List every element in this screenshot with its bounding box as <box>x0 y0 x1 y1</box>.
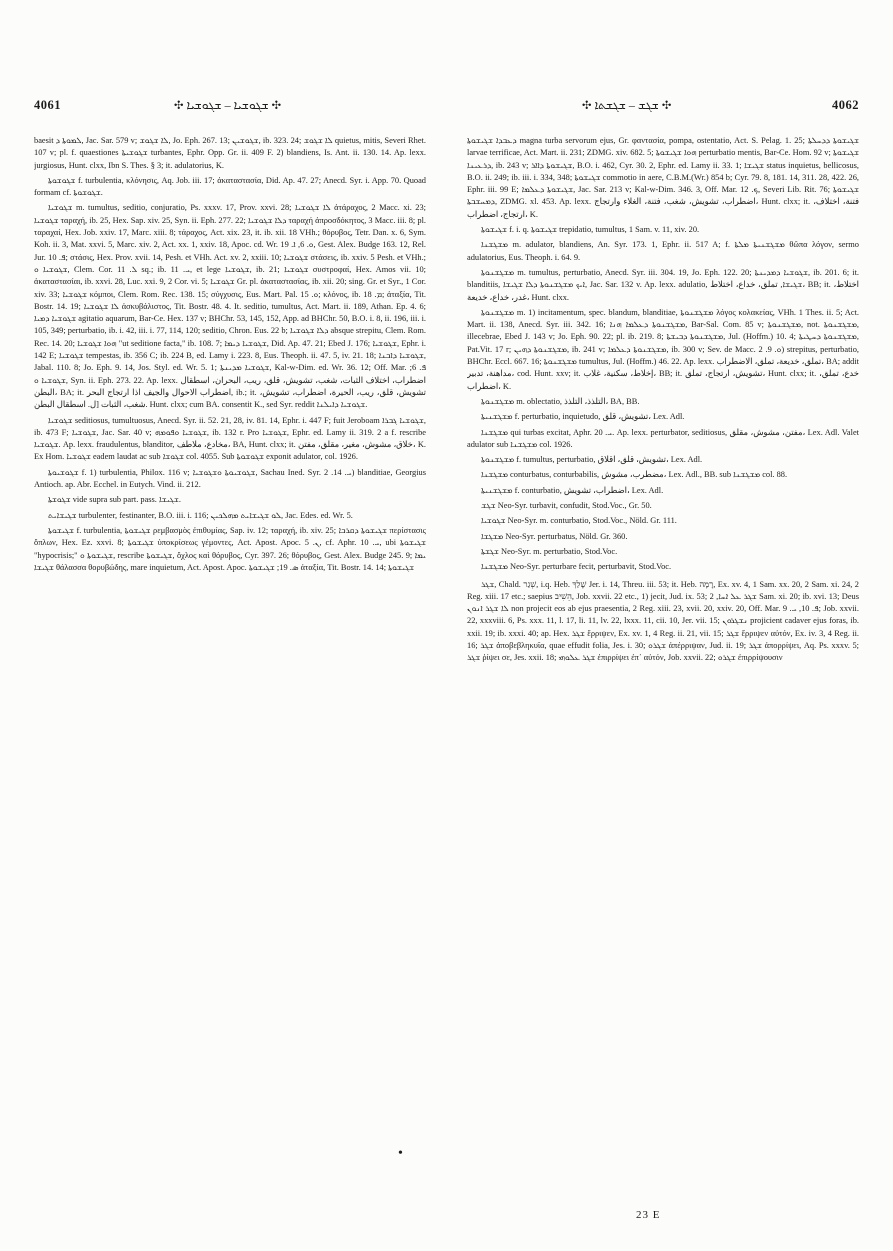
right-page-number: 4062 <box>832 98 859 112</box>
dictionary-entry: ܫܓܘܫܬܐ vide supra sub part. pass. ܫܓܝܫܐ. <box>48 495 181 505</box>
dictionary-entry: ܡܫܓܫܢܐ conturbatus, conturbabilis, مضطرب، مشوش، Lex. Adl., BB. sub ܡܫܓܫܢܐ col. 88. <box>481 470 788 480</box>
dictionary-entry: ܫܓܝܫܘܬܐ f. turbulentia, ܫܓܝܫܘܬܐ ρεμβασμὸς ἐπιθυμίας, Sap. iv. 12; ταραχή, ib. xiv. 25; ܫܓܝܫܘܬܐ ܕܩܪܒܐ περίστασις ὅπλων, Hex. Ez. xxvi. 8; ܫܓܝܫܘܬܐ ὑποκρίσεως γέμοντες, Act. Apost. Apoc. ܢ. 5, cf. Aphr. ܝ. 10, ubi ܫܓܝܫܘܬܐ "hypocrisis;" ܫܓܝܫܘܬܐ ܘ, rescribe ܫܓܝܫܘܬܐ, ὄχλος καὶ θόρυβος, Cyr. 397. 26; θόρυβος, Gest. Alex. Budge 245. 9; ܝܡܐ ܫܓܝܫܐ θάλασσα θορυβώδης, mare inquietum, Act. Apost. Apoc. ܣ. 19; ܫܓܝܫܘܬܐ ἀταξία, Tit. Bostr. 14. 14; ܫܓܝܫܘܬܐ <box>34 525 426 572</box>
dictionary-entry: ܡܫܓܫܢܘܬܐ m. tumultus, perturbatio, Anecd. Syr. iii. 304. 19, Jo. Eph. 122. 20; ܫܓܘܫܝܐ ܕܡܕܝܢܬܐ, ib. 201. 6; it. blanditiis, ܐܝܟ ܡܫܓܫܢܘܬܐ ܕܠܐ ܫܓܝܫܐ, Jac. Sar. 132 v. Ap. lexx. adulatio, ܫܓܝܫܐ, تملق، خداع، اختلاط، BB; it. اختلاط، غدر، خداع، خديعة، Hunt. clxx. <box>467 267 859 302</box>
dictionary-entry: ܡܫܓܫܢܝܬܐ f. conturbatio, اضطراب، تشويش، Lex. Adl. <box>481 485 664 495</box>
signature-mark: 23 E <box>636 1209 661 1221</box>
dictionary-entry: ܡܫܓܫܢܐ Neo-Syr. perturbare fecit, perturbavit, Stod.Voc. <box>481 562 672 572</box>
column-marker: • <box>398 1146 403 1161</box>
left-column <box>34 135 426 1180</box>
left-page-number: 4061 <box>34 98 61 112</box>
dictionary-entry: ܡܫܓܫܢܘܬܐ m. 1) incitamentum, spec. blandum, blanditiae, ܡܫܓܫܢܘܬܐ λόγος κολακείας, VHh. 1 Thes. ii. 5; Act. Mart. ii. 138, Anecd. Syr. iii. 342. 16; ܡܫܓܫܢܘܬܐ ܕܥܠܡܐ ܗܢܐ, Bar-Sal. Com. 85 v; ܡܫܓܫܢܘܬܐ, not. ܡܫܓܫܢܘܬܐ, illecebrae, Ebed J. 143 v; Jo. Eph. 90. 22; pl. ib. 219. 8; ܡܫܓܫܢܘܬܐ ܕܒܝܫܬܐ, Jul. (Hoffm.) 10. 4; ܡܫܓܫܢܘܬܐ ܕܚܛܝܬܐ, Pat.Vit. 17 r; ܡܫܓܫܢܘܬܐ ܕܗܝܢ, ib. 241 v; ܡܫܓܫܢܘܬܐ ܕܥܠܡܐ, ib. 300 v; Sev. de Macc. ܘ. 9. 2) strepitus, perturbatio, BHChr. Eccl. 667. 16; ܡܫܓܫܢܘܬܐ tumultus, Jul. (Hoffm.) 46. 22. Ap. lexx. تملق، خديعة، تملق، الاضطراب، BA; addit مداهنة، تدبير، cod. Hunt. xxv; it. إخلاط، سكنية، غلاب، BB; it. تشويش، ارتجاج، تملق، Hunt. clxx; it. خدع، تملق، اضطراب، K. <box>467 307 859 391</box>
dictionary-entry: ܫܓܪ, Chald. שְׁגַר, i.q. Heb. שָׁלַךְ Jer. i. 14, Threu. iii. 53; it. Heb. רָמָה, Ex. xv. 4, 1 Sam. xx. 20, 2 Sam. xi. 24, 2 Reg. xiii. 17 etc.; saepius הֵשִׁיב, Job. xxvii. 22 etc., 1) jecit, Jud. ix. 53; ܫܓܪ ܥܠ ܐܚܐ, 2 Sam. xi. 20; ib. xvi. 13; Deus ܠܐ ܫܓܪ ܐܢܘܢ non projecit eos ab ejus praesentia, 2 Reg. xiii. 23, xvii. 20, xxiv. 20, Off. Mar. ܦ. 10, ܝ. 9; Job. xxvii. 22, xxxviii. 6, Ps. xxx. 11, l. 17, li. 11, lv. 22, lxxx. 11, cii. 10, Jer. vii. 15; ܢܫܓܪܘܢ projicient cadaver ejus foras, ib. xxii. 19; ib. xxxi. 40; ap. Hex. ܫܓܪ ἔρριψεν, Ex. xv. 1, 4 Reg. ii. 21, vii. 15; ܫܓܪ ἔρριψεν αὐτόν, Ex. iv. 3, 4 Reg. ii. 16; ܫܓܪ ἀποβεβληκυῖα, quae effudit folia, Jes. i. 30; ܫܓܪܘ ἀπέρριψαν, Jud. ii. 19; ܫܓܪ ἀπορρίψει, Aq. Ps. xxxv. 5; ܫܓܪ ῥίψει σε, Jes. xxii. 18; ܫܓܪ ܥܠܘܗܝ ἐπιρρίψει ἐπ᾿ αὐτόν, Job. xxvii. 22; ܫܓܪܘ ἐπιρρίψουσιν <box>467 579 859 663</box>
dictionary-entry: ܡܫܓܫܐ Neo-Syr. perturbatus, Nöld. Gr. 360. <box>481 531 628 541</box>
left-running-headword: ✣ ܫܓܘܫܝܐ – ܫܓܘܫܝܐ ✣ <box>174 98 282 112</box>
dictionary-entry: ܡܫܓܫܢܘܬܐ m. oblectatio, التلذذ، التلذذ، BA, BB. <box>481 396 640 406</box>
dictionary-entry: ܕܥܒܕܐ ܫܓܝܫܘܬܐ magna turba servorum ejus, Gr. φαντασία, pompa, ostentatio, Act. S. Pelag. 1. 25; ܫܓܝܫܘܬܐ ܕܕܚܠܬܐ larvae terrificae, Act. Mart. ii. 231; ZDMG. xiv. 682. 5; ܗܘܐ ܫܓܝܫܘܬܐ perturbatio mentis, Bar-Ce. Hom. 92 v; ܫܓܝܫܘܬܐ ܕܪܥܝܢܐ, ib. 243 v; ܫܓܝܫܘܬܐ ܕܐܐܪ, B.O. i. 462, Cyr. 30. 2, Ephr. ed. Lamy ii. 33. 1; ܫܓܝܫܐ status inquietus, bellicosus, B.O. ii. 249; ib. iii. i. 334, 348; ܫܓܝܫܘܬܐ commotio in aere, C.B.M.(Wr.) 854 b; Cyr. 79. 8, 181. 14, 311. 28, 422. 26, Ephr. iii. 99 E; ܫܓܝܫܘܬܐ ܕܥܠܡܐ, Jac. Sar. 213 v; Kal-w-Dim. 346. 3, Off. Mar. ܟ. 12, Severi Lib. Rit. 76; ܫܓܝܫܘܬܐ ܕܡܚܫܒܬܐ, ZDMG. xl. 453. Ap. lexx. اضطراب، تشويش، شغب، فتنة، الغلاء وارتجاج، Hunt. clxx; it. فتنة، اختلاف، ارتجاج، اضطراب، K. <box>467 136 859 219</box>
dictionary-entry: ܫܓܫܬܐ Neo-Syr. m. perturbatio, Stod.Voc. <box>481 546 618 556</box>
dictionary-entry: ܫܓܝܫܐܝܬ turbulenter, festinanter, B.O. iii. i. 116; ܠܘ ܫܓܝܫܐܝܬ ܡܗܠܟܝܢ, Jac. Edes. ed. Wr. 5. <box>48 510 353 520</box>
right-column <box>467 135 859 1210</box>
dictionary-entry: ܫܓܘܫܝܐ m. tumultus, seditio, conjuratio, Ps. xxxv. 17, Prov. xxvi. 28; ܠܐ ܫܓܘܫܝܐ ἀτάραχος, 2 Macc. xi. 23; ܫܓܘܫܝܐ ταραχή, ib. 25, Hex. Sap. xiv. 25, Syn. ii. Eph. 277. 22; ܕܠܐ ܫܓܘܫܝܐ ταραχή ἀπροσδόκητος, 3 Macc. iii. 8; pl. ταραχαί, Hex. Job. xxiv. 17, Marc. xiii. 8; τάραχος, Act. xix. 23, it. ib. xii. 18 VHh.; θόρυβος, Tetr. Dan. x. 6, Sym. Koh. ii. 3, Mat. xxvi. 5, Marc. xiv. 2, Act. xx. 1, xxiv. 18, Apoc. cd. Wr. ܘ. 6, ܐ. 19, Gest. Alex. Budge 163. 12, Rel. Jur. ܦ. 10; στάσις, Hex. Prov. xvii. 14, Pesh. et VHh. Act. xv. 2, xxiii. 10; ܫܓܘܫܝܐ στάσεις, ib. xxiv. 5 Pesh. et VHh.; ܫܓܘܫܝܐ ܘ, Clem. Cor. ܠ. 11 sq.; ib. ܝ. 11, et lege ܫܓܘܫܝܐ, ib. 21; ܫܓܘܫܝܐ συστροφαί, Hex. Amos vii. 10; ἀκαταστασίαι, ib. xxvi. 28, Luc. xxi. 9, 2 Cor. vi. 5; ܫܓܘܫܝܐ Gr. pl. ἀκαταστασίας, ib. xii. 20; sing. Gr. et Syr., 1 Cor. xiv. 33; ܫܓܘܫܝܐ κόμποι, Clem. Rom. Rec. 138. 15; σύγχυσις, Eus. Mart. Pal. ܘ. 15; κλόνος, ib. ܡ. 18; ἀταξία, Tit. Bostr. 14. 19; ܠܐ ܫܓܘܫܝܐ ἀσκυβάλιστος, Tit. Bostr. 48. 4. It. seditio, tumultus, Act. Mart. ii. 189, Athan. Ep. 4. 6; ܫܓܘܫܝܐ ܕܡܝܐ agitatio aquarum, Bar-Ce. Hex. 137 v; BHChr. 53, 145, 152, App. ad BHChr. 50, B.O. i. 8, ii. 196, iii. i. 105, 349; perturbatio, ib. i. 42, iii. i. 77, 114, 120; seditio, Chron. Eus. 22 b; ܕܠܐ ܫܓܘܫܝܐ absque strepitu, Clem. Rom. Rec. 14. 20; ܗܘܐ ܫܓܘܫܝܐ "ut seditione facta," ib. 108. 7; ܫܓܘܫܝܐ ܕܝܡܐ, Did. Ap. 47. 21; Ebed J. 176; ܫܓܘܫܝܐ, Ephr. i. 142 E; ܫܓܘܫܝܐ tempestas, ib. 356 C; ib. 224 B, ed. Lamy i. 223. 8, Eus. Theoph. ii. 47. 5, iv. 21. 18; ܫܓܘܫܝܐ ܕܐܒܢܐ, Jabal. 110. 8; Jo. Eph. 9. 14, Jos. Styl. ed. Wr. 5. 1; ܫܓܘܫܝܐ ܡܕܝܢܬܐ, Kal-w-Dim. ed. Wr. 36. 12; Off. Mar. ܦ. 6; ܫܓܘܫܝܐ ܘ, Syn. ii. Eph. 273. 22. Ap. lexx. اضطراب، اختلاف الثبات، شغب، تشويش، قلق، ريب، البحران، اسطقال البطن، BA; it. اضطراب الاحوال والجيف اذا ارتجاج البحر, ib.; it. تشويش، قلق، ريب، الحيرة، اضطراب، تشويش، شغب، الثبات [ل. اسطقال البطن. Hunt. clxx; cum BA. consentit K., sed Syr. reddit ܫܓܘܫܝܐ ܕܐܝܠܢܐ. <box>34 203 426 410</box>
dictionary-entry: ܫܓܘܫܝܘܬܐ f. 1) turbulentia, Philox. 116 v; ܫܓܘܫܝܘܬܐ ܘܫܓܘܫܝܐ, Sachau Ined. Syr. ܝ. 14. 2) blanditiae, Georgius Antioch. ap. Abr. Ecchel. in Eutych. Vind. ii. 212. <box>34 467 426 490</box>
dictionary-entry: ܫܓܘܫܝܐ seditiosus, tumultuosus, Anecd. Syr. ii. 52. 21, 28, iv. 81. 14, Ephr. i. 447 F; fuit Jeroboam ܫܓܘܫܝܐ ܓܒܪܐ, ib. 473 F; ܫܓܘܫܝܐ, Jac. Sar. 40 v; ܫܓܘܫܝܐ ܘܦܘܡܗ, ib. 132 r. Pro ܫܓܘܫܝܐ, Ephr. ed. Lamy ii. 319. 2 a f. rescribe ܫܓܘܫܝܐ. Ap. lexx. fraudulentus, blanditor, مخادع، ملاطف، BA, Hunt. clxx; it. خلاق، مشوش، مغير، مقلق، مفتن، K. Ex Hom. ܫܓܘܫܝܐ eadem laudat ac sub ܫܓܘܫܐ col. 4055. Sub ܫܓܘܫܘܬܐ exponit adulator, col. 1926. <box>34 415 426 462</box>
dictionary-entry: ܡܫܓܫܢܝܬܐ f. perturbatio, inquietudo, تشويش، قلق، Lex. Adl. <box>481 412 685 422</box>
dictionary-entry: ܫܓܝܫܘܬܐ f. i. q. ܫܓܝܫܘܬܐ trepidatio, tumultus, 1 Sam. v. 11, xiv. 20. <box>481 225 700 235</box>
right-running-headword: ✣ ܫܓܫ – ܫܓܫܬܐ ✣ <box>582 98 672 112</box>
dictionary-entry: ܡܫܓܫܢܐ m. adulator, blandiens, An. Syr. 173. 1, Ephr. ii. 517 A; f. ܡܫܓܫܢܝܬܐ ܡܠܬܐ θῶπα λόγον, sermo adulatorius, Eus. Theoph. i. 64. 9. <box>467 240 859 262</box>
running-head <box>34 98 859 118</box>
dictionary-entry: ܫܓܫ Neo-Syr. turbavit, confudit, Stod.Voc., Gr. 50. <box>481 501 652 511</box>
dictionary-entry: baesit ܠܡܘܬܐ ܕ, Jac. Sar. 579 v; ܠܐ ܫܓܘܫ, Jo. Eph. 267. 13; ܫܓܘܫܝܢ, ib. 323. 24; ܠܐ ܫܓܘܫ quietus, mitis, Severi Rhet. 107 v; pl. f. quaestiones ܫܓܘܫܝܬܐ turbantes, Ephr. Opp. Gr. ii. 409 F. 2) blandiens, Is. Ant. ii. 130. 14. Ap. lexx. jurgiosus, Hunt. clxx, Ibn S. Thes. § 3; it. adulatorius, K. <box>34 136 426 170</box>
dictionary-entry: ܡܫܓܫܢܐ qui turbas excitat, Aphr. ܝ. 20. Ap. lexx. perturbator, seditiosus, مفتن، مشوش، مقلق، Lex. Adl. Valet adulator sub ܡܫܓܫܢܐ col. 1926. <box>467 427 859 449</box>
dictionary-entry: ܫܓܘܫܝܐ Neo-Syr. m. conturbatio, Stod.Voc., Nöld. Gr. 111. <box>481 516 677 526</box>
dictionary-entry: ܫܓܘܫܘܬܐ f. turbulentia, κλόνησις, Aq. Job. iii. 17; ἀκαταστασία, Did. Ap. 47. 27; Anecd. Syr. i. App. 70. Quoad formam cf. ܫܓܘܫܘܬܐ. <box>34 175 426 198</box>
dictionary-entry: ܡܫܓܫܢܘܬܐ f. tumultus, perturbatio, تشويش، قلق، اقلاق، Lex. Adl. <box>481 455 703 465</box>
